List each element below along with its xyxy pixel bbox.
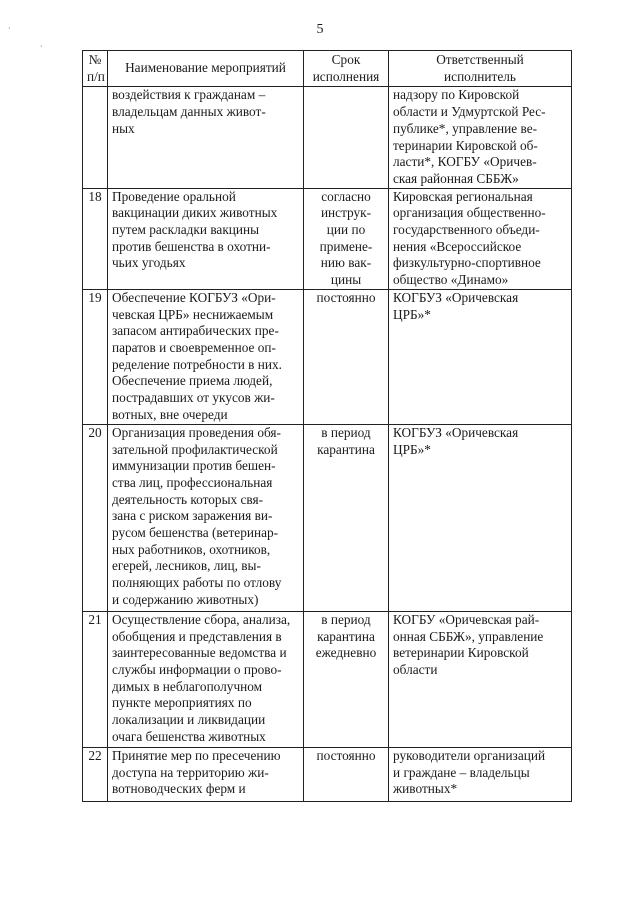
measure-line: владельцам данных живот- [112,104,266,120]
term-line: согласно [321,188,371,204]
measure-term [304,188,389,289]
measure-line: деятельность которых свя- [112,491,264,507]
table-row [83,188,572,289]
header-term-line: исполнения [312,68,380,84]
table-row [83,424,572,611]
responsible-line: области [393,661,438,677]
header-name [108,51,304,87]
measure-line: Осуществление сбора, анализа, [112,611,291,627]
measure-line: ства лиц, профессиональная [112,474,273,490]
responsible-line: руководители организаций [393,747,546,763]
measure-line: иммунизации против бешен- [112,458,276,474]
table-row [83,87,572,188]
measure-responsible [389,289,572,424]
term-line: карантина [317,441,375,457]
measure-responsible [389,424,572,611]
measure-line: заинтересованные ведомства и [112,645,287,661]
measure-line: чевская ЦРБ» неснижаемым [112,306,274,322]
row-number: 22 [83,747,108,801]
measure-term [304,289,389,424]
table-row [83,747,572,801]
row-number: 19 [83,289,108,424]
term-line: постоянно [316,747,376,763]
measure-line: ных работников, охотников, [112,541,271,557]
scan-speck: · [8,24,11,33]
responsible-line: публике*, управление ве- [393,120,538,136]
term-line: цины [330,272,362,288]
header-responsible-line: исполнитель [444,68,516,84]
responsible-line: ласти*, КОГБУ «Оричев- [393,154,537,170]
measure-line: димых в неблагополучном [112,678,263,694]
responsible-line: общество «Динамо» [393,272,509,288]
header-term-line: Срок [331,52,361,67]
header-number [83,51,108,87]
measure-line: вотноводческих ферм и [112,781,246,797]
measure-name [108,424,304,611]
measure-term [304,611,389,747]
term-line: ежедневно [315,645,377,661]
row-number [83,87,108,188]
measure-term [304,424,389,611]
responsible-line: области и Удмуртской Рес- [393,104,546,120]
responsible-line: государственного объеди- [393,222,540,238]
responsible-line: КОГБУЗ «Оричевская [393,424,519,440]
responsible-line: физкультурно-спортивное [393,255,541,271]
measure-line: путем раскладки вакцины [112,222,260,238]
measure-responsible [389,611,572,747]
measure-line: Принятие мер по пресечению [112,747,281,763]
measure-line: Обеспечение КОГБУЗ «Ори- [112,289,276,305]
responsible-line: и граждане – владельцы [393,764,530,780]
measure-line: обобщения и представления в [112,628,282,644]
responsible-line: надзору по Кировской [393,87,520,103]
responsible-line: животных* [393,781,458,797]
responsible-line: ЦРБ»* [393,306,431,322]
measure-line: запасом антирабических пре- [112,323,279,339]
header-responsible-line: Ответственный [436,52,524,67]
measure-line: зательной профилактической [112,441,278,457]
header-number-line: № [88,52,102,67]
measure-line: Проведение оральной [112,188,236,204]
term-line: примене- [319,238,373,254]
responsible-line: ская районная СББЖ» [393,170,519,186]
responsible-line: теринарии Кировской об- [393,137,538,153]
table-header-row [83,51,572,87]
measure-line: воздействия к гражданам – [112,87,266,103]
measure-line: доступа на территорию жи- [112,764,269,780]
measure-line: русом бешенства (ветеринар- [112,525,279,541]
measure-line: против бешенства в охотни- [112,238,271,254]
measure-line: Организация проведения обя- [112,424,281,440]
measure-line: паратов и своевременное оп- [112,339,276,355]
header-term [304,51,389,87]
measure-name [108,87,304,188]
term-line: карантина [317,628,375,644]
responsible-line: Кировская региональная [393,188,533,204]
term-line: в период [321,424,371,440]
measure-line: чьих угодьях [112,255,186,271]
measure-responsible [389,188,572,289]
measure-line: очага бешенства животных [112,728,266,744]
measure-line: зана с риском заражения ви- [112,508,273,524]
measure-line: ных [112,120,135,136]
measure-line: егерей, лесников, лиц, вы- [112,558,261,574]
responsible-line: нения «Всероссийское [393,238,522,254]
page-number: 5 [316,22,324,37]
measure-line: полняющих работы по отлову [112,575,282,591]
measure-term [304,747,389,801]
term-line: нию вак- [320,255,372,271]
responsible-line: организация общественно- [393,205,546,221]
header-responsible [389,51,572,87]
header-name-line: Наименование мероприятий [125,60,286,76]
measure-responsible [389,747,572,801]
measure-line: пострадавших от укусов жи- [112,390,275,406]
measure-name [108,289,304,424]
measure-term [304,87,389,188]
term-line: ции по [326,222,366,238]
responsible-line: КОГБУЗ «Оричевская [393,289,519,305]
measure-responsible [389,87,572,188]
row-number: 18 [83,188,108,289]
measure-line: локализации и ликвидации [112,712,266,728]
row-number: 20 [83,424,108,611]
measure-line: вакцинации диких животных [112,205,278,221]
term-line: постоянно [316,289,376,305]
measure-line: и содержанию животных) [112,591,259,607]
table-row [83,289,572,424]
measure-line: Обеспечение приема людей, [112,373,273,389]
measure-name [108,747,304,801]
measure-line: вотных, вне очереди [112,406,228,422]
measure-name [108,611,304,747]
scan-speck: · [40,42,43,51]
header-number-line: п/п [87,68,105,84]
term-line: в период [321,611,371,627]
responsible-line: ЦРБ»* [393,441,431,457]
responsible-line: ветеринарии Кировской [393,645,529,661]
row-number: 21 [83,611,108,747]
measure-name [108,188,304,289]
responsible-line: онная СББЖ», управление [393,628,544,644]
responsible-line: КОГБУ «Оричевская рай- [393,611,540,627]
measure-line: пункте мероприятиях по [112,695,252,711]
measure-line: ределение потребности в них. [112,356,282,372]
measure-line: службы информации о прово- [112,661,282,677]
table-row [83,611,572,747]
term-line: инструк- [320,205,372,221]
measures-table [82,50,572,802]
